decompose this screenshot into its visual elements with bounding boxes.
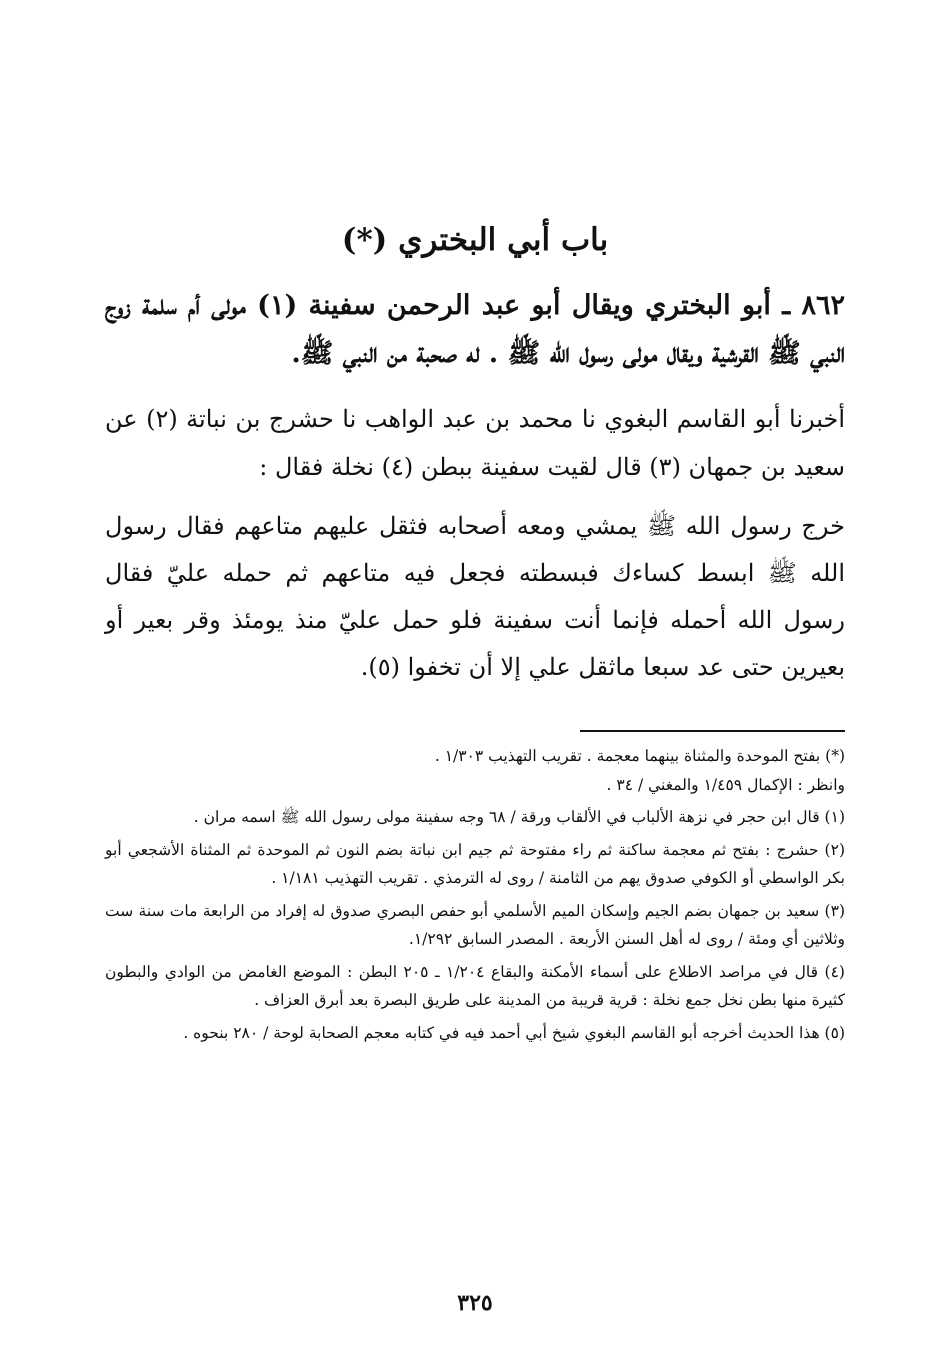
book-page — [105, 0, 845, 1350]
footnotes — [105, 742, 845, 1051]
footnote-2: (٢) حشرج : بفتح ثم معجمة ساكنة ثم راء مفتوحة ثم جيم ابن نباتة بضم النون ثم الموحدة ثم المثناة الأشجعي أبو بكر الواسطي أو الكوفي صدوق يهم من الثامنة / روى له الترمذي . تقريب التهذيب ١/١٨١ . — [105, 840, 845, 887]
footnote-3: (٣) سعيد بن جمهان بضم الجيم وإسكان الميم الأسلمي أبو حفص البصري صدوق له إفراد من الرابعة مات سنة ست وثلاثين أي ومئة / روى له أهل السنن الأربعة . المصدر السابق ١/٢٩٢. — [105, 901, 845, 948]
footnote-star-continued: وانظر : الإكمال ١/٤٥٩ والمغني / ٣٤ . — [606, 775, 845, 794]
footnote-1: (١) قال ابن حجر في نزهة الألباب في الألقاب ورقة / ٦٨ وجه سفينة مولى رسول الله ﷺ اسمه مران . — [193, 808, 845, 826]
footnote-5: (٥) هذا الحديث أخرجه أبو القاسم البغوي شيخ أبي أحمد فيه في كتابه معجم الصحابة لوحة / ٢٨٠ بنحوه . — [183, 1023, 845, 1042]
isnad-paragraph: أخبرنا أبو القاسم البغوي نا محمد بن عبد الواهب نا حشرج بن نباتة (٢) عن سعيد بن جمهان (٣) قال لقيت سفينة ببطن (٤) نخلة فقال : — [105, 405, 845, 481]
separator-line — [580, 730, 845, 732]
footnote-4: (٤) قال في مراصد الاطلاع على أسماء الأمكنة والبقاع ١/٢٠٤ ـ ٢٠٥ البطن : الموضع الغامض من الوادي والبطون كثيرة منها بطن نخل جمع نخلة : قرية قريبة من المدينة على طريق البصرة بعد أبرق العزاف . — [105, 962, 845, 1009]
hadith-paragraph: خرج رسول الله ﷺ يمشي ومعه أصحابه فثقل عليهم متاعهم فقال رسول الله ﷺ ابسط كساءك فبسطته فجعل فيه متاعهم ثم حمله عليّ فقال رسول الله أحمله فإنما أنت سفينة فلو حمل عليّ منذ يومئذ وقر بعير أو بعيرين حتى عد سبعا ماثقل علي إلا أن تخفوا (٥). — [105, 512, 845, 681]
footnote-star: (*) بفتح الموحدة والمثناة بينهما معجمة . تقريب التهذيب ١/٣٠٣ . — [434, 747, 845, 765]
chapter-heading: باب أبي البختري (*) — [341, 222, 609, 258]
entry-title: ٨٦٢ ـ أبو البختري ويقال أبو عبد الرحمن سفينة (١) مولى أم سلمة زوج النبي ﷺ القرشية ويقال مولى رسول الله ﷺ . له صحبة من النبي ﷺ. — [105, 290, 845, 369]
page-number: ٣٢٥ — [457, 1290, 493, 1316]
